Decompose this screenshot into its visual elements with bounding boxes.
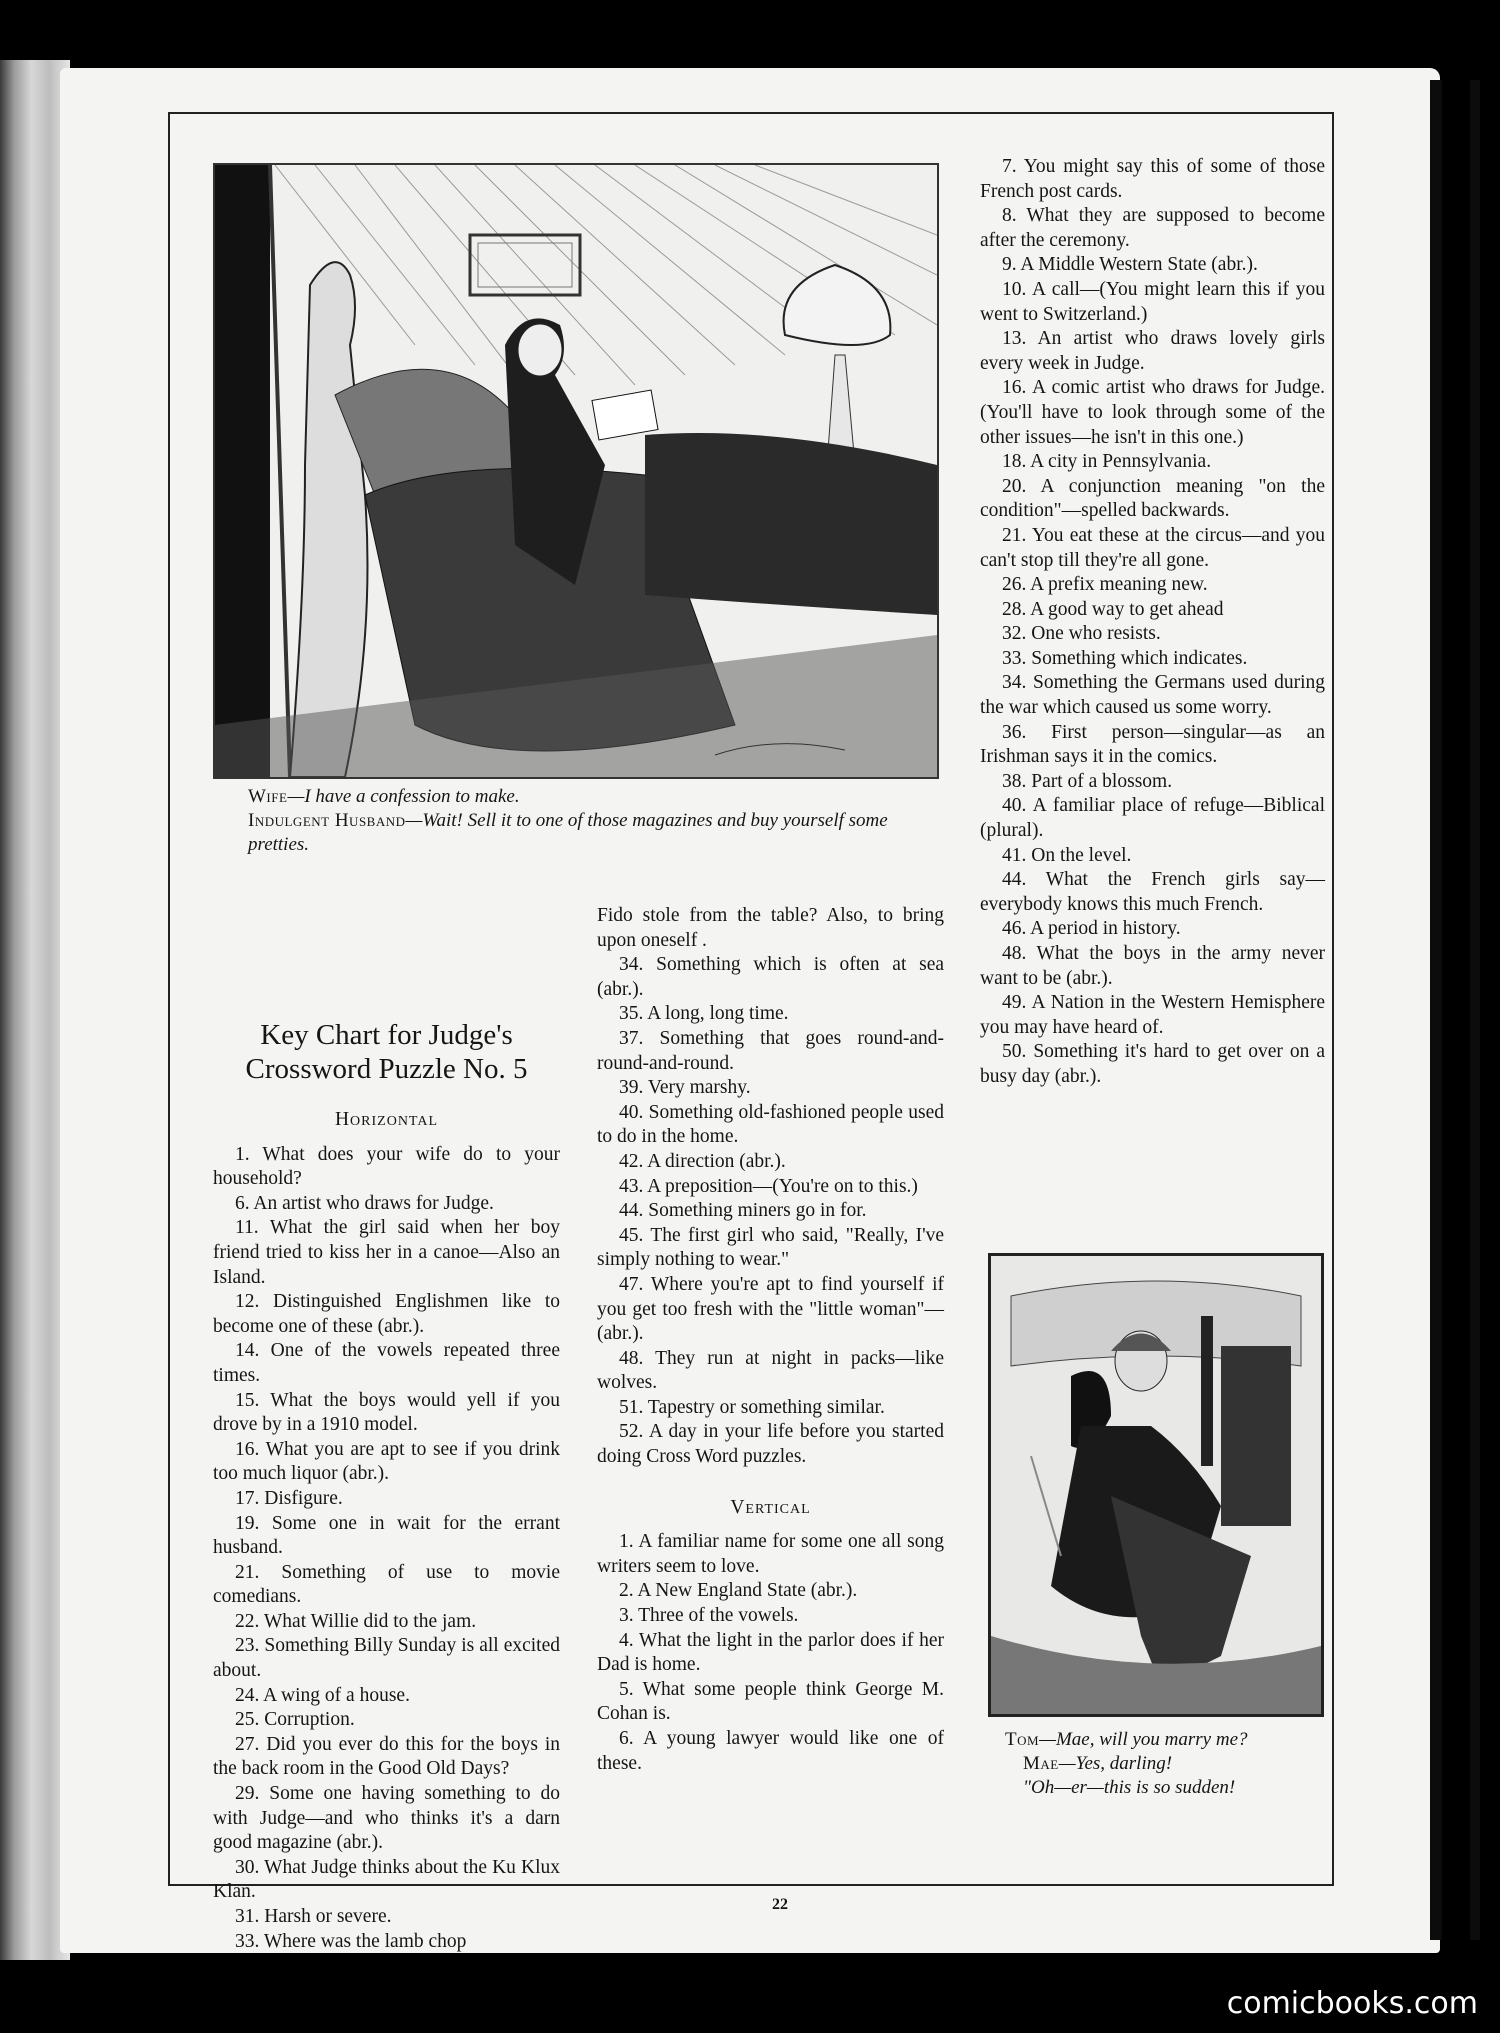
clue-item: 44. What the French girls say—everybody knows this much French. [980,869,1325,915]
key-chart-title-line2: Crossword Puzzle No. 5 [245,1053,528,1085]
column-3 [980,155,1325,1090]
clue-item: 17. Disfigure. [235,1487,343,1509]
clue-item: 32. One who resists. [1002,623,1161,645]
clue-item: 46. A period in history. [1002,918,1181,940]
cartoon-drawing [215,165,937,777]
cartoon-illustration-husband-crossword [213,163,939,779]
vertical-heading: Vertical [730,1496,811,1518]
cartoon-illustration-train-couple [988,1253,1324,1717]
clue-item: 31. Harsh or severe. [235,1906,392,1927]
clue-item: 25. Corruption. [235,1709,355,1731]
caption-line-husband-a: —Wait! [405,810,463,831]
clue-item: 22. What Willie did to the jam. [235,1610,477,1632]
clue-item: 9. A Middle Western State (abr.). [1002,254,1258,276]
clue-item: 52. A day in your life before you started doing Cross Word puzzles. [597,1421,944,1468]
clue-item: 16. What you are apt to see if you drink too much liquor (abr.). [213,1438,560,1485]
clue-item: 49. A Nation in the Western Hemisphere you may have heard of. [980,992,1325,1038]
clue-item: 27. Did you ever do this for the boys in the back room in the Good Old Days? [213,1733,560,1780]
clue-item: 6. An artist who draws for Judge. [235,1192,494,1214]
horizontal-clues-part1 [213,1143,560,1955]
clue-item: 26. A prefix meaning new. [1002,574,1208,596]
clue-item: 35. A long, long time. [619,1003,789,1025]
right-edge-bar [1430,80,1442,1940]
clue-item: 40. Something old-fashioned people used to do in the home. [597,1101,944,1148]
clue-item: 1. What does your wife do to your household? [213,1143,560,1190]
vertical-clues-part1 [597,1530,944,1776]
clue-item: 21. Something of use to movie comedians. [213,1561,560,1608]
clue-item: 38. Part of a blossom. [1002,770,1173,792]
clue-item: 48. They run at night in packs—like wolves. [597,1347,944,1394]
clue-item: 34. Something the Germans used during the war which caused us some worry. [980,672,1325,719]
horizontal-clues-part2 [597,904,944,1470]
clue-item: 51. Tapestry or something similar. [619,1396,885,1418]
clue-item: 14. One of the vowels repeated three times. [213,1340,560,1386]
clue-item: 44. Something miners go in for. [619,1200,867,1222]
clue-item: 42. A direction (abr.). [619,1150,786,1172]
clue-item: 24. A wing of a house. [235,1684,410,1706]
clue-item: 15. What the boys would yell if you drove by in a 1910 model. [213,1389,560,1436]
watermark: comicbooks.com [1226,1986,1478,2021]
clue-item: 2. A New England State (abr.). [619,1580,858,1602]
caption-speaker-husband: Indulgent Husband [248,810,406,831]
clue-item: 48. What the boys in the army never want to be (abr.). [980,943,1325,989]
caption-line-husband-b: Sell it to one of those magazines and buy yourself some pretties. [248,810,888,855]
caption-line-wife: —I have a confession to make. [287,786,520,807]
clue-item: 3. Three of the vowels. [619,1605,799,1627]
clue-item: 43. A preposition—(You're on to this.) [619,1175,918,1197]
column-2 [597,904,944,1776]
clue-item: 11. What the girl said when her boy friend tried to kiss her in a canoe—Also an Island. [213,1217,560,1288]
clue-item: 7. You might say this of some of those French post cards. [980,156,1325,202]
key-chart-title-line1: Key Chart for Judge's [260,1019,513,1051]
cartoon2-caption [1005,1728,1325,1800]
vertical-clues-part2 [980,155,1325,1090]
clue-item: 47. Where you're apt to find yourself if you get too fresh with the "little woman"—(abr.). [597,1273,944,1345]
clue-item: 33. Where was the lamb chop [235,1930,467,1952]
clue-item: 5. What some people think George M. Cohan is. [597,1678,944,1725]
clue-item: 20. A conjunction meaning "on the condition"—spelled backwards. [980,475,1325,522]
caption-line-mae-2: "Oh—er—this is so sudden! [1023,1777,1236,1798]
clue-item: 23. Something Billy Sunday is all excited about. [213,1635,560,1682]
clue-item: 28. A good way to get ahead [1002,598,1224,620]
right-edge-bar-2 [1470,80,1480,1940]
clue-item: 4. What the light in the parlor does if her Dad is home. [597,1629,944,1676]
clue-item: 8. What they are supposed to become after the ceremony. [980,205,1325,251]
key-chart-title [213,1018,560,1086]
clue-item: 36. First person—singular—as an Irishman says it in the comics. [980,721,1325,768]
cartoon2-drawing [991,1256,1321,1714]
clue-item: 34. Something which is often at sea (abr.). [597,954,944,1000]
clue-item: 29. Some one having something to do with Judge—and who thinks it's a darn good magazine (abr.). [213,1783,560,1854]
clue-item: 30. What Judge thinks about the Ku Klux Klan. [213,1856,560,1903]
clue-item: 40. A familiar place of refuge—Biblical (plural). [980,795,1325,842]
horizontal-heading: Horizontal [334,1109,439,1130]
clue-item: 1. A familiar name for some one all song writers seem to love. [597,1531,944,1577]
clue-item: 41. On the level. [1002,844,1132,866]
clue-item: 18. A city in Pennsylvania. [1002,451,1212,473]
clue-item: 13. An artist who draws lovely girls every week in Judge. [980,328,1325,374]
clue-item: Fido stole from the table? Also, to bring upon oneself . [597,905,944,951]
clue-item: 16. A comic artist who draws for Judge. (You'll have to look through some of the other issues—he isn't in this one.) [980,377,1325,448]
caption-line-tom: —Mae, will you marry me? [1039,1729,1248,1750]
clue-item: 19. Some one in wait for the errant husband. [213,1512,560,1559]
clue-item: 10. A call—(You might learn this if you went to Switzerland.) [980,278,1325,325]
caption-speaker-wife: Wife [248,786,288,807]
caption-speaker-tom: Tom [1005,1729,1040,1750]
clue-item: 37. Something that goes round-and-round-and-round. [597,1027,944,1074]
page-number: 22 [772,1896,788,1913]
clue-item: 6. A young lawyer would like one of these. [597,1728,944,1774]
cartoon1-caption [213,785,938,857]
clue-item: 45. The first girl who said, "Really, I've simply nothing to wear." [597,1224,944,1271]
clue-item: 12. Distinguished Englishmen like to become one of these (abr.). [213,1291,560,1337]
clue-item: 50. Something it's hard to get over on a busy day (abr.). [980,1041,1325,1087]
clue-item: 21. You eat these at the circus—and you can't stop till they're all gone. [980,524,1325,571]
caption-line-mae: —Yes, darling! [1058,1753,1173,1774]
caption-speaker-mae: Mae [1023,1753,1059,1774]
clue-item: 39. Very marshy. [619,1077,751,1099]
column-1 [213,1018,560,1954]
clue-item: 33. Something which indicates. [1002,647,1248,669]
